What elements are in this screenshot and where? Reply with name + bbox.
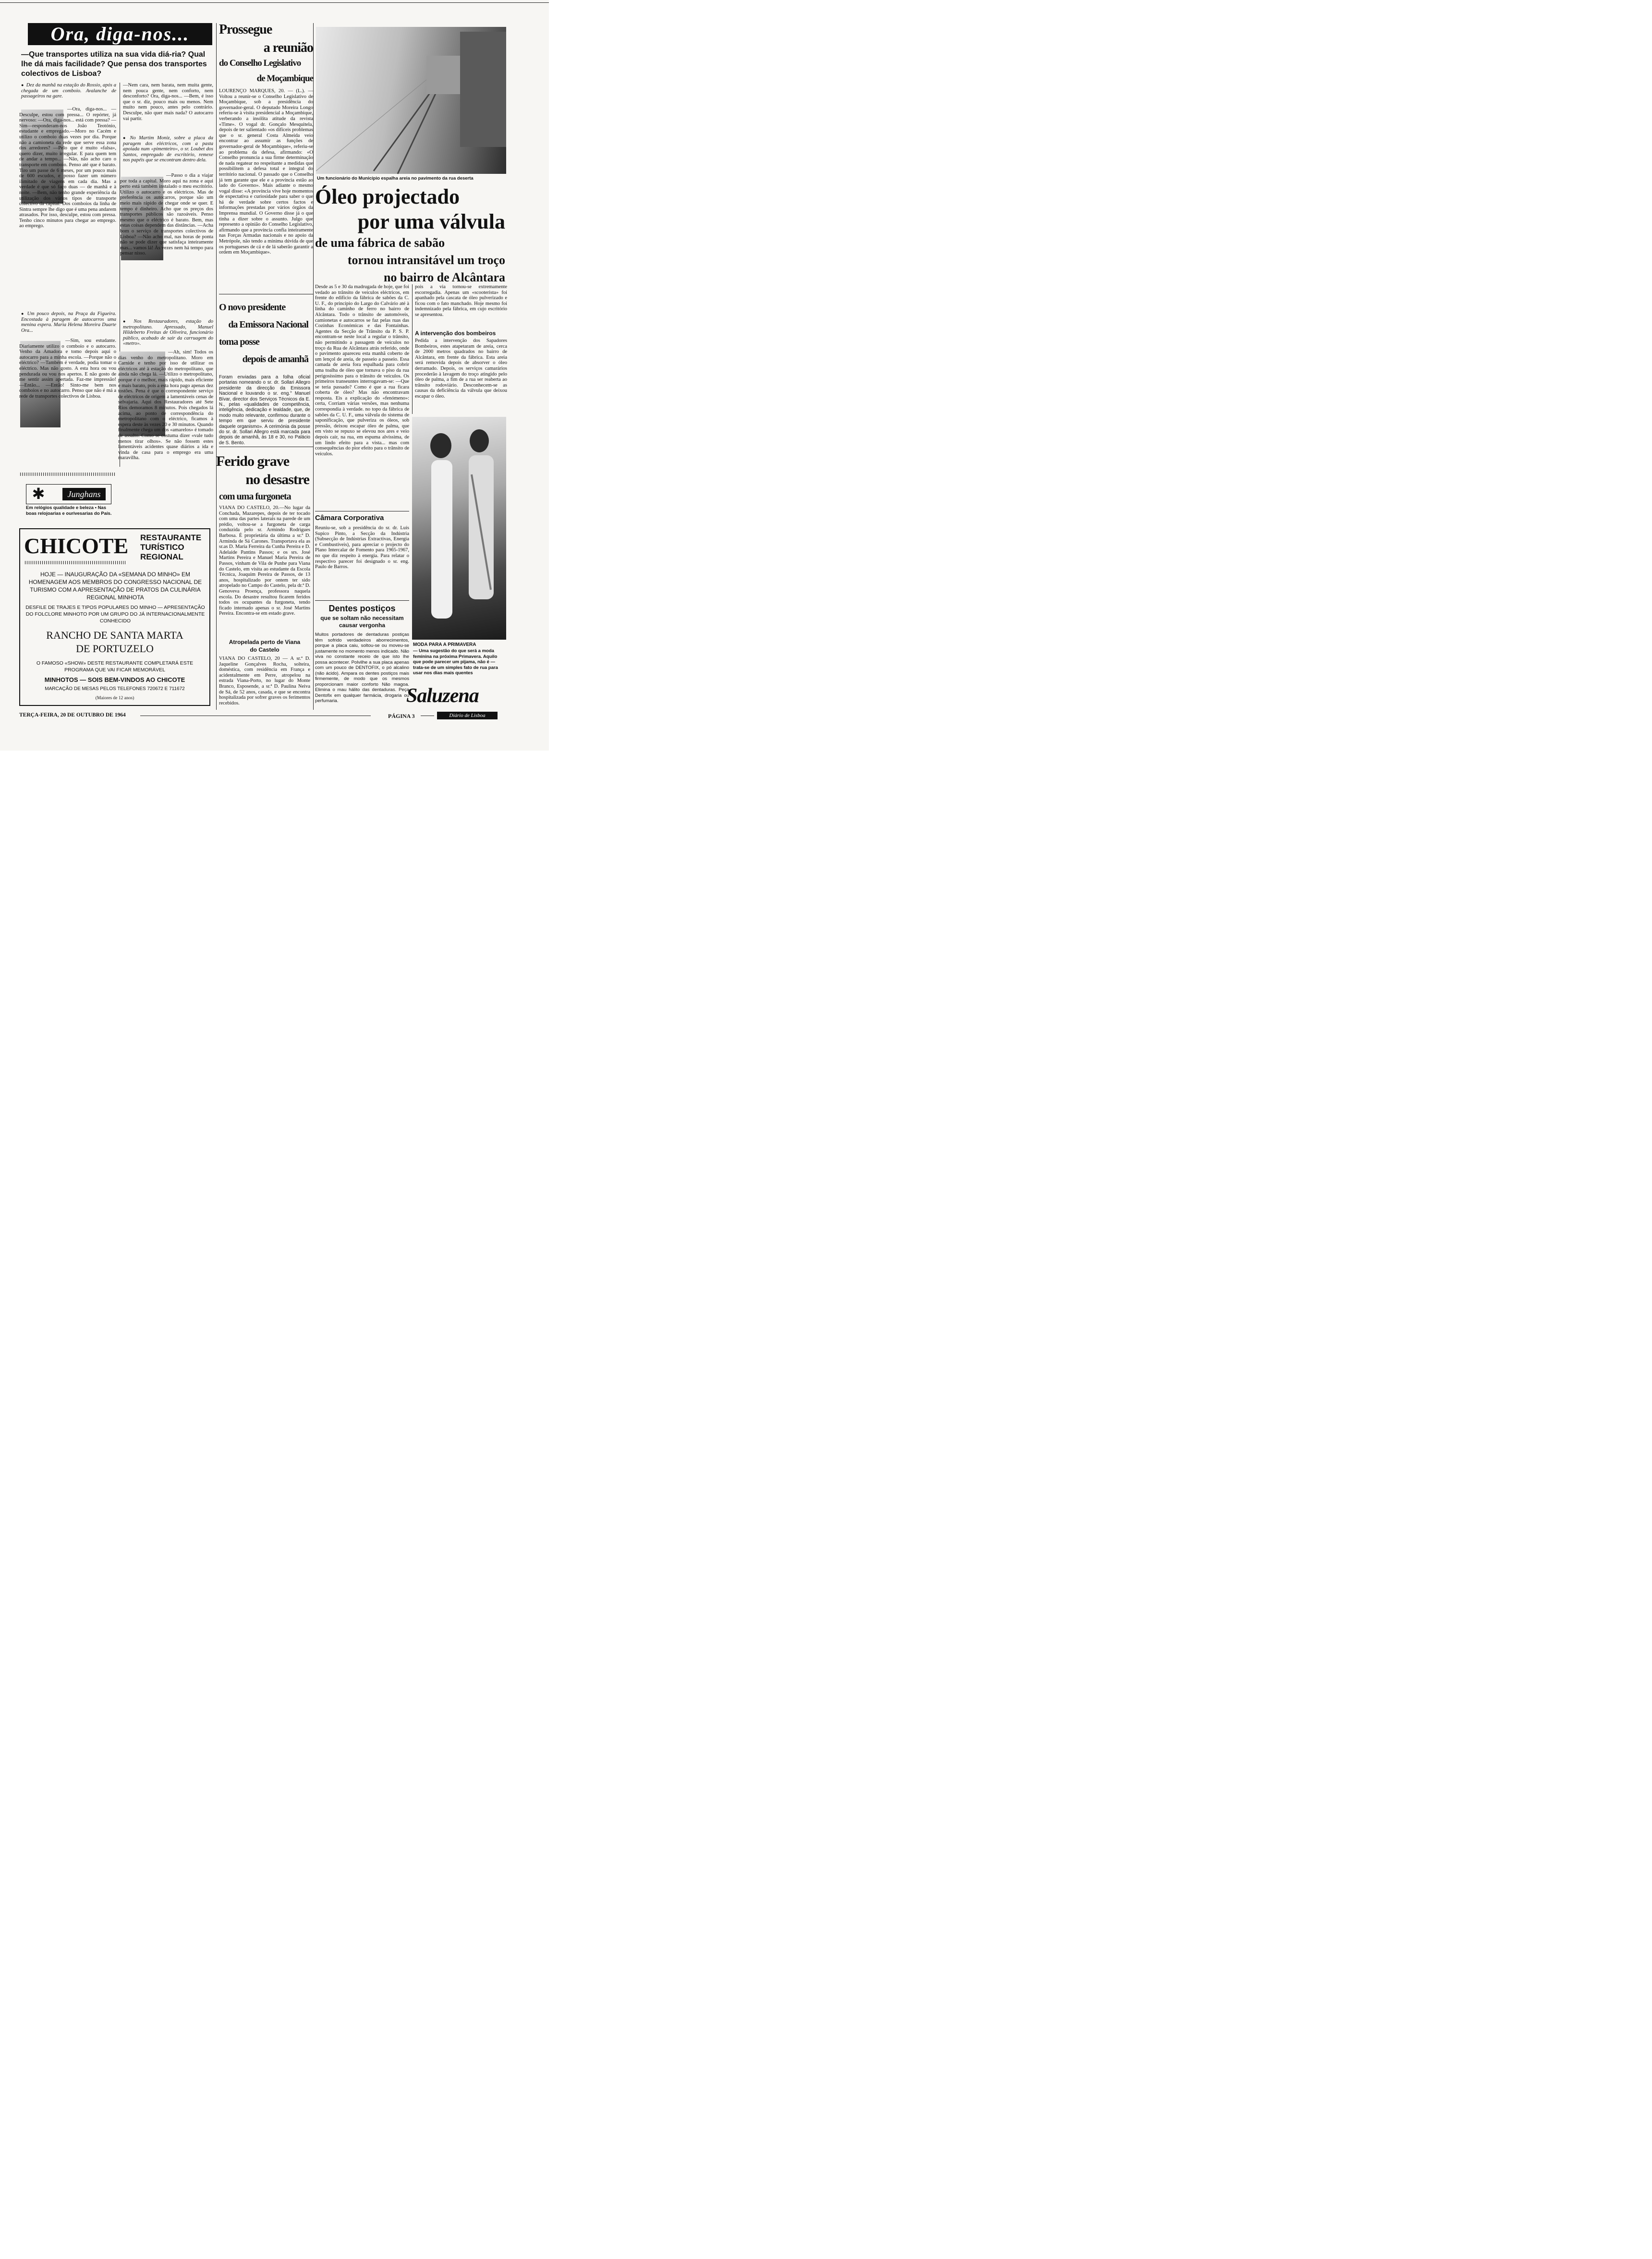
chicote-name: CHICOTE bbox=[24, 534, 129, 558]
ora-intro-rossio: ● Dez da manhã na estação do Rossio, após a chegada de um comboio. Avalanche de passageiros na gare. bbox=[21, 83, 116, 106]
emissora-h4: depois de amanhã bbox=[242, 354, 308, 364]
chicote-minhotos: MINHOTOS — SOIS BEM-VINDOS AO CHICOTE bbox=[44, 676, 185, 683]
ora-question: —Que transportes utiliza na sua vida diá-ria? Qual lhe dá mais facilidade? Que pensa dos transportes colectivos de Lisboa? bbox=[21, 50, 207, 78]
middle-rule-right bbox=[313, 23, 314, 710]
ora-intro-martim-moniz: ● No Martim Moniz, sobre a placa da paragem dos eléctricos, com a pasta apoiada num «pimenteiro», o sr. Loubet dos Santos, empregado de escritório, remexe nos papéis que se encontram dentro dela. bbox=[123, 135, 213, 172]
street-photo-caption: Um funcionário do Município espalha areia no pavimento da rua deserta bbox=[317, 176, 474, 181]
chicote-sub2: TURÍSTICO bbox=[140, 543, 184, 552]
emissora-h3: toma posse bbox=[219, 337, 259, 347]
street-perspective bbox=[316, 27, 506, 174]
oleo-h4: tornou intransitável um troço bbox=[347, 253, 505, 267]
ferido-body: VIANA DO CASTELO, 20.—No lugar da Conchada, Mazarepes, depois de ter tocado com uma das partes laterais na parede de um prédio, voltou-se a furgoneta de carga conduzida pelo sr. Armindo Rodrigues Barbosa. É proprietária da última a sr.ª D. Arminda de Sá Carones. Transportava ela as sr.as D. Maria Ferreira da Cunha Pereira e D. Adelaide Pantins Passos; e os srs. José Martins Pereira e Manuel Maria Pereira de Passos, vinham de Vila de Punhe para Viana do Castelo, em visita ao estudante da Escola Técnica, Joaquim Pereira de Passos, de 13 anos, hospitalizado por ontem ter sido atropelado no Campo do Castelo, pela dr.ª D. Genoveva Proença, professora naquela escola. Do desastre resultou ficarem feridos todos os ocupantes da furgoneta, tendo ficado internado apenas o sr. José Martins Pereira. Encontra-se em estado grave. bbox=[219, 505, 310, 617]
chicote-desfile: DESFILE DE TRAJES E TIPOS POPULARES DO MINHO — APRESENTAÇÃO DO FOLCLORE MINHOTO POR UM GRUPO DO JÁ INTERNACIONALMENTE CONHECIDO bbox=[25, 605, 205, 624]
divider-hatch bbox=[20, 473, 116, 476]
dentes-top-rule bbox=[315, 600, 409, 601]
fashion-photo bbox=[412, 417, 506, 640]
moda-body: — Uma sugestão do que será a moda feminina na próxima Primavera. Aquilo que pode parecer um pijama, não é — trata-se de um simples fato de rua para usar nos dias mais quentes bbox=[413, 648, 498, 676]
chicote-hoje: HOJE — INAUGURAÇÃO DA «SEMANA DO MINHO» EM HOMENAGEM AOS MEMBROS DO CONGRESSO NACIONAL DE TURISMO COM A APRESENTAÇÃO DE PRATOS DA CULINÁRIA REGIONAL MINHOTA bbox=[28, 571, 202, 601]
oleo-h3: de uma fábrica de sabão bbox=[315, 236, 445, 250]
ferido-h1: Ferido grave bbox=[216, 453, 290, 469]
ferido-h3: com uma furgoneta bbox=[219, 491, 291, 502]
oleo-h1: Óleo projectado bbox=[315, 185, 460, 208]
oleo-col1: Desde as 5 e 30 da madrugada de hoje, que foi vedado ao trânsito de veículos eléctricos, em frente do edifício da fábrica de sabões da C. U. F., do princípio do Largo do Calvário até à linha do caminho de ferro no bairro de Alcântara. Todo o trânsito de automóveis, camionetas e autocarros se faz pelas ruas das Cozinhas Económicas e das Fontainhas. Agentes da Secção de Trânsito da P. S. P. encontram-se neste local a regular o trânsito, não permitindo a passagem de veículos no troço da Rua de Alcântara atrás referido, onde o pavimento apareceu esta manhã coberto de um lençol de areia, de passeio a passeio. Essa camada de areia fora espalhada para cobrir uma toalha de óleo que tornava o piso da rua perigosíssimo para o trânsito de veículos. Os primeiros transeuntes interrogavam-se: —Que se teria passado? Como é que a rua ficara coberta de óleo? Mas não encontravam resposta. Eis a explicação do «fenómeno»: certa, Corriam várias versões, mas nenhuma correspondia à verdade. no topo da fábrica de sabões da C. U. F., uma válvula do sistema de saponificação, que pulveriza os óleos, sob pressão, deixou escapar óleo de palma, que em visto se repuxo se elevou nos ares e veio depois cair, na rua, em espuma alvíssima, de um lindo efeito para a vista... mas com consequências do pior efeito para o trânsito de veículos. bbox=[315, 284, 409, 457]
chicote-ad bbox=[19, 528, 210, 706]
bombeiros-body: Pedida a intervenção dos Sapadores Bombeiros, estes atapetaram de areia, cerca de 2000 metros quadrados no bairro de Alcântara, em frente da fábrica. Esta areia será removida depois de absorver o óleo derramado. Depois, os serviços camarários procederão à lavagem do troço atingido pelo óleo de palma, a fim de a rua ser reaberta ao trânsito rodoviário. Desconhecem-se as causas da deficiência da válvula que deixou escapar o óleo. bbox=[415, 338, 507, 399]
prossegue-h4: de Moçambique bbox=[256, 73, 313, 84]
emissora-h2: da Emissora Nacional bbox=[228, 319, 308, 330]
camara-body: Reuniu-se, sob a presidência do sr. dr. Luís Supico Pinto, a Secção da Indústria (Subsecção de Indústrias Extractivas, Energia e Combustíveis), para apreciar o projecto do Plano Intercalar de Fomento para 1965-1967, no que diz respeito à energia. Para relatar o respectivo parecer foi designado o sr. eng. Paulo de Barros. bbox=[315, 525, 409, 570]
chicote-show: O FAMOSO «SHOW» DESTE RESTAURANTE COMPLETARÁ ESTE PROGRAMA QUE VAI FICAR MEMORÁVEL bbox=[36, 660, 194, 673]
middle-rule-left bbox=[216, 23, 217, 710]
oleo-h5: no bairro de Alcântara bbox=[383, 270, 505, 284]
chicote-rancho-1: RANCHO DE SANTA MARTA bbox=[46, 629, 183, 641]
oleo-h2: por uma válvula bbox=[357, 210, 505, 233]
chicote-sub3: REGIONAL bbox=[140, 552, 183, 561]
chicote-marcacao: MARCAÇÃO DE MESAS PELOS TELEFONES 720672 E 711672 bbox=[45, 686, 185, 692]
dentes-heading: Dentes postiços bbox=[328, 604, 396, 613]
prossegue-h2: a reunião bbox=[263, 40, 313, 55]
ora-col1-part2: —Sim, sou estudante. Diariamente utilizo o comboio e o autocarro. Venho da Amadora e tomo depois aqui o autocarro para a minha escola. —Porque não o eléctrico? —Também é verdade, podia tomar o eléctrico. Mas não gosto. A esta hora ou vou pendurada ou vou nos apertos. E não gosto de me sentir assim apertada. Faz-me impressão! —Então... —Então! Sinto-me bem nos comboios e no autocarro. Penso que não é má a rede de transportes colectivos de Lisboa. bbox=[19, 338, 116, 399]
junghans-ad bbox=[19, 480, 110, 524]
ora-col2-part1: —Nem cara, nem barata, nem muita gente, nem pouca gente, nem conforto, nem desconforto? Ora, diga-nos... —Bem, é isso que o sr. diz, pouco mais ou menos. Nem muito nem pouco, antes pelo contrário. Desculpe, não quer mais nada? O autocarro vai partir. bbox=[123, 83, 213, 121]
street-photo bbox=[316, 27, 506, 174]
emissora-body: Foram enviadas para a folha oficial portarias nomeando o sr. dr. Sollari Allegro presidente da direcção da Emissora Nacional e louvando o sr. eng.° Manuel Bívar, director dos Serviços Técnicos da E. N., pelas «qualidades de competência, inteligência, dedicação e lealdade, que, de modo muito relevante, confirmou durante o tempo em que serviu de presidente daquele organismo». A cerimónia da posse do sr. dr. Sollari Allegro está marcada para depois de amanhã, às 18 e 30, no Palácio de S. Bento. bbox=[219, 375, 310, 446]
chicote-sub1: RESTAURANTE bbox=[140, 533, 202, 542]
atropelada-body: VIANA DO CASTELO, 20 — A sr.ª D. Jaqueline Gonçalves Rocha, solteira, doméstica, com residência em França e acidentalmente em Perre, atropelou na estrada Viana-Porto, no lugar do Monte Branco, Esposende, a sr.ª D. Paulina Neiva de Sá, de 52 anos, casada, e que se encontra hospitalizada por sofrer graves os ferimentos recebidos. bbox=[219, 656, 310, 706]
junghans-logo: Junghans bbox=[62, 488, 106, 500]
prossegue-h3: do Conselho Legislativo bbox=[219, 58, 301, 68]
chicote-maiores: (Maiores de 12 anos) bbox=[95, 696, 134, 701]
prossegue-body: LOURENÇO MARQUES, 20. — (L.). — Voltou a reunir-se o Conselho Legislativo de Moçambique, sob a presidência do governador-geral. O deputado Moreira Longo referiu-se à visita presidencial a Moçambique, verberando a insólita atitude da revista «Time». O vogal dr. Gonçalo Mesquitela, depois de ter salientado «os difíceis problemas que o sr. general Costa Almeida veio encontrar ao assumir as funções de governador-geral de Moçambique», referiu-se ao problema da defesa, afirmando: «O Conselho pronuncia a sua firme determinação de nada regatear no respeitante a medidas que possibilitem a defesa total e integral do território nacional. O passado que o Conselho já tem garante que ele e a província estão ao lado do Governo». Mais adiante o mesmo vogal disse: «A província vive hoje momentos de expectativa e curiosidade para saber o que há de verdade sobre certos factos e informações prestadas por vários órgãos da Imprensa mundial. O Governo disse já o que tinha a dizer sobre o assunto. Julgo que represento a opinião do Conselho Legislativo, afirmando que a província confia inteiramente nas Forças Armadas nacionais e no apoio da Metrópole, não tendo a mínima dúvida de que os portugueses de cá e de lá saberão garantir a ordem em Moçambique». bbox=[219, 88, 313, 255]
dentes-subheading: que se soltam não necessitam causar vergonha bbox=[320, 615, 404, 629]
ora-col2-part2: —Passo o dia a viajar por toda a capital. Moro aqui na zona e aqui perto está também instalado o meu escritório. Utilizo o autocarro e os eléctricos. Mas de preferência os autocarros, porque são um meio mais rápido de chegar onde se quer. E tempo é dinheiro. Acho que os preços dos transportes públicos são razoáveis. Penso mesmo que o eléctrico é barato. Bem, mas estas coisas dependem das distâncias. —Acha bom o serviço de transportes colectivos de Lisboa? —Não acho mal, nas horas de ponta não se pode dizer que satisfaça inteiramente mas... vamos lá! Às vezes nem há tempo para pensar nisso. bbox=[120, 173, 213, 256]
bombeiros-heading: A intervenção dos bombeiros bbox=[415, 330, 496, 337]
oleo-column-rule bbox=[412, 284, 413, 414]
ora-intro-restauradores: ● Nos Restauradores, estação do metropolitano. Apressado, Manuel Hildeberto Freitas de Oliveira, funcionário público, acabado de sair da carruagem do «metro». bbox=[123, 319, 213, 349]
ferido-h2: no desastre bbox=[245, 472, 309, 487]
top-rule bbox=[0, 2, 549, 3]
ora-col1-part1: —Ora, diga-nos... —Desculpe, estou com pressa... O repórter, já nervoso: —Ora, diga-nos... está com pressa? —Sim—responderam-nos João Teotónio, estudante e empregado.—Moro no Cacém e utilizo o comboio duas vezes por dia. Porque não a camioneta da rede que serve essa zona dos arredores? —Pelo que é muito «falsa», quero dizer, muito irregular. E para quem tem de andar a tempo... —Não, não acho caro o transporte em comboio. Penso até que é barato. Tiro um passe de 6 meses, por um pouco mais de 600 escudos, e posso fazer um número ilimitado de viagens em cada dia. Mas a verdade é que só faço duas — de manhã e à noite. —Bem, não tenho grande experiência da utilização dos vários tipos de transporte colectivo da capital. Dos comboios da linha de Sintra sempre lhe digo que é uma pena andarem atrasados. Por isso, desculpe, estou com pressa. Tenho cinco minutos para chegar ao emprego. ao emprego. bbox=[19, 107, 116, 229]
newspaper-page bbox=[0, 0, 549, 751]
atropelada-h2: do Castelo bbox=[250, 646, 279, 653]
footer-page-number: PÁGINA 3 bbox=[388, 713, 415, 719]
ora-col2-part3: —Ah, sim! Todos os dias venho do metropolitano. Moro em Carnide e tenho por isso de utilizar os eléctricos até à estação do metropolitano, que ainda não chega lá. —Utilizo o metropolitano, porque é o melhor, mais rápido, mais eficiente e mais barato, pois a esta hora pago apenas dez tostões. Pena é que o correspondente serviço de eléctricos de origem a lamentáveis cenas de selvajaria. Aqui dos Restauradores até Sete Rios demoramos 8 minutos. Pois chegados lá acima, ao ponto de correspondência do metropolitano com o eléctrico, ficamos à espera deste às vezes 20 e 30 minutos. Quando finalmente chega um dos «amarelos» é tomado de assalto. Como se costuma dizer «vale tudo menos tirar olhos». Se não fossem estes lamentáveis acidentes quase diários a ida e vinda de casa para o emprego era uma maravilha. bbox=[118, 350, 213, 461]
fashion-figures bbox=[412, 417, 506, 640]
junghans-tagline: Em relógios qualidade e beleza • Nas boas relojoarias e ourivesarias do País. bbox=[26, 505, 112, 516]
chicote-wave bbox=[25, 561, 126, 564]
ora-intro-figueira: ● Um pouco depois, na Praça da Figueira. Encostada à paragem de autocarros uma menina espera. Maria Helena Moreira Duarte Ora... bbox=[21, 311, 116, 338]
junghans-star-icon: ✱ bbox=[32, 485, 45, 502]
oleo-col2: pois a via tornou-se extremamente escorregadia. Apenas um «scooterista» foi apanhado pela cascata de óleo pulverizado e ficou com o fato manchado. Hoje mesmo foi indemnizado pela fábrica, em cujo escritório se apresentou. bbox=[415, 284, 507, 317]
dentes-body: Muitos portadores de dentaduras postiças têm sofrido verdadeiros aborrecimentos, porque a placa caiu, soltou-se ou moveu-se justamente no momento menos indicado. Não viva no constante receio de que isto lhe possa acontecer. Polvilhe a sua placa apenas com um pouco de DENTOFIX, o pó alcalino (não ácido). Ampara os dentes postiços mais firmemente, de modo que os mesmos proporcionam maior conforto Não magoa. Elimina o mau hálito das dentaduras. Peça Dentofix em qualquer farmácia, drogaria ou perfumaria. bbox=[315, 632, 409, 704]
moda-heading: MODA PARA A PRIMAVERA bbox=[413, 642, 476, 647]
atropelada-h1: Atropelada perto de Viana bbox=[229, 639, 301, 645]
chicote-rancho-2: DE PORTUZELO bbox=[76, 643, 154, 655]
footer-date: TERÇA-FEIRA, 20 DE OUTUBRO DE 1964 bbox=[19, 712, 126, 718]
camara-heading: Câmara Corporativa bbox=[315, 514, 384, 522]
saluzena-logo: Saluzena bbox=[406, 685, 479, 707]
prossegue-h1: Prossegue bbox=[219, 22, 272, 37]
footer-paper-logo: Diário de Lisboa bbox=[437, 712, 498, 719]
emissora-h1: O novo presidente bbox=[219, 302, 286, 313]
ora-banner: Ora, diga-nos... bbox=[28, 23, 212, 45]
